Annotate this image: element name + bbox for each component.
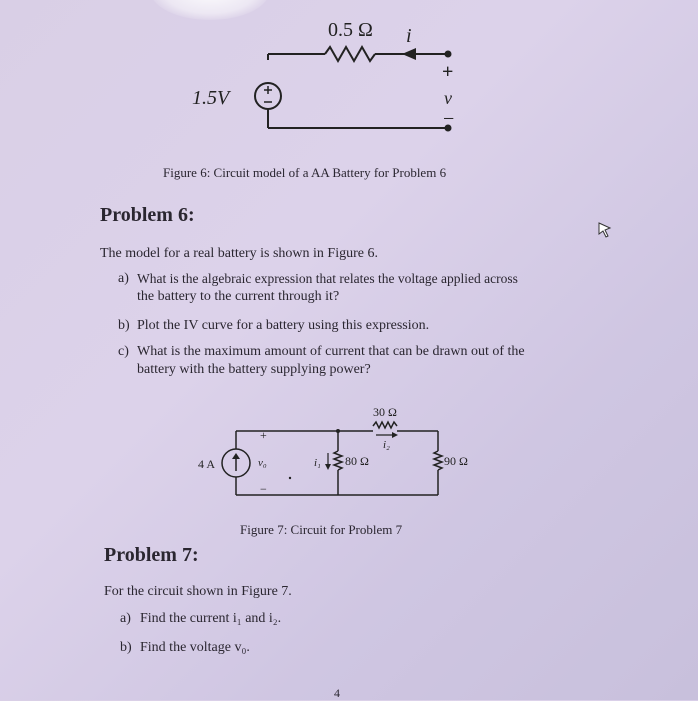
problem6-c-line1: What is the maximum amount of current that can be drawn out of the (137, 344, 525, 359)
fig7-r30-label: 30 Ω (373, 405, 397, 419)
fig6-voltage: v (444, 88, 452, 108)
resistor-80-ohm (334, 451, 342, 470)
problem6-a-line1: What is the algebraic expression that relates the voltage applied across (137, 271, 518, 286)
problem6-a-marker: a) (118, 271, 129, 286)
figure7-caption: Figure 7: Circuit for Problem 7 (240, 522, 403, 537)
fig7-vo-label: v₀ (258, 457, 267, 469)
fig6-resistor-label: 0.5 Ω (328, 19, 373, 41)
resistor-90-ohm (434, 451, 442, 470)
fig7-i1-label: i₁ (314, 457, 321, 469)
fig7-minus: − (260, 482, 267, 496)
problem6-b-text: Plot the IV curve for a battery using this expression. (137, 318, 430, 333)
fig7-source-label: 4 A (198, 457, 216, 471)
figure6-caption: Figure 6: Circuit model of a AA Battery for Problem 6 (163, 165, 447, 180)
resistor-30-ohm (373, 422, 397, 428)
problem7-a-text: Find the current i₁ and i₂. (140, 611, 282, 626)
problem6-a-line2: the battery to the current through it? (137, 289, 340, 304)
fig7-i2-label: i₂ (383, 439, 390, 451)
fig7-plus: + (260, 428, 267, 442)
page-number: 4 (334, 686, 340, 700)
problem6-c-line2: battery with the battery supplying power? (137, 362, 371, 377)
fig6-current-label: i (406, 25, 412, 47)
problem6-heading: Problem 6: (100, 204, 195, 226)
mouse-cursor-icon (598, 222, 612, 238)
resistor-0-5-ohm (325, 47, 375, 61)
problem7-b-text: Find the voltage v₀. (140, 640, 250, 655)
problem7-a-marker: a) (120, 611, 131, 626)
problem7-heading: Problem 7: (104, 544, 199, 566)
fig7-r90-label: 90 Ω (444, 454, 468, 468)
figure6-circuit (180, 10, 500, 140)
problem7-intro: For the circuit shown in Figure 7. (104, 584, 292, 599)
problem7-b-marker: b) (120, 640, 132, 655)
problem6-b-marker: b) (118, 318, 130, 333)
problem6-intro: The model for a real battery is shown in Figure 6. (100, 246, 378, 261)
fig7-r80-label: 80 Ω (345, 454, 369, 468)
fig6-minus: − (443, 108, 455, 130)
fig6-plus: + (442, 61, 454, 83)
fig6-source-label: 1.5V (192, 87, 230, 109)
problem6-c-marker: c) (118, 344, 129, 359)
figure7-circuit (190, 398, 490, 508)
current-arrow-icon (402, 48, 416, 60)
